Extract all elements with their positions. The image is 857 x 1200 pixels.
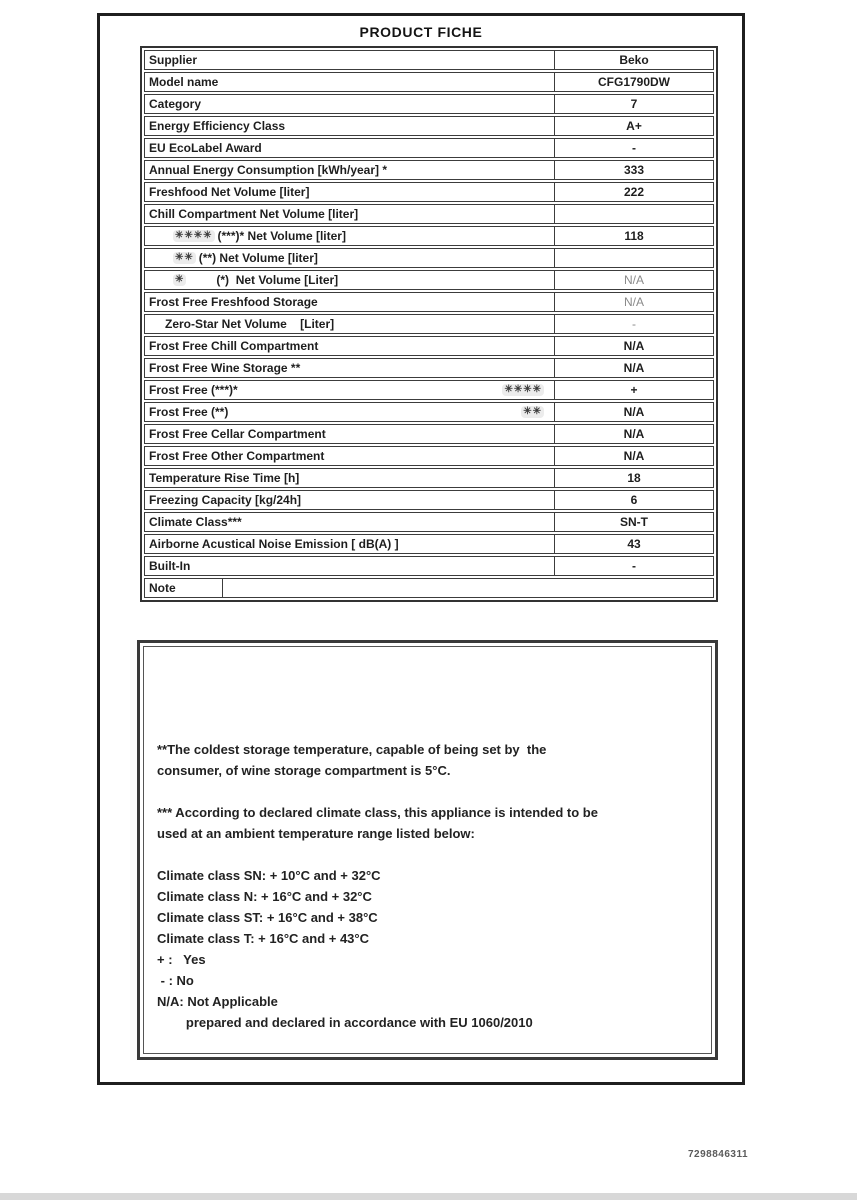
table-row [144,116,714,136]
table-row [144,490,714,510]
row-value [554,249,713,267]
row-label [145,51,554,69]
row-value: N/A [554,403,713,421]
row-value: Beko [554,51,713,69]
row-label [145,249,554,267]
row-label-text: (***)* Net Volume [liter] [217,229,346,243]
row-label-text: Freshfood Net Volume [liter] [149,185,310,199]
row-label-text: Category [149,97,202,111]
row-label [145,227,554,245]
table-row [144,336,714,356]
row-value: N/A [554,271,713,289]
row-label [145,315,554,333]
table-row [144,226,714,246]
footnotes-text [144,647,711,1033]
footnote-line: **The coldest storage temperature, capable of being set by the [157,742,547,757]
row-label [145,425,554,443]
row-label [145,513,554,531]
row-label [145,161,554,179]
footnotes-box [137,640,718,1060]
table-row [144,424,714,444]
freezer-star-icons: ✳✳ [175,252,194,263]
row-value: N/A [554,293,713,311]
table-row [144,94,714,114]
row-label [145,535,554,553]
row-label [145,271,554,289]
row-value: - [554,315,713,333]
row-label-text: Model name [149,75,219,89]
row-value: + [554,381,713,399]
freezer-star-icons: ✳✳✳✳ [175,230,213,241]
document-number: 7298846311 [688,1149,749,1160]
product-fiche-page [97,13,745,1085]
footnote-line: Climate class T: + 16°C and + 43°C [157,931,369,946]
row-label-text: Airborne Acustical Noise Emission [ dB(A) ] [149,537,399,551]
row-value: N/A [554,359,713,377]
table-row [144,556,714,576]
table-row [144,534,714,554]
table-row [144,380,714,400]
row-label [145,205,554,223]
table-row [144,72,714,92]
row-label [145,337,554,355]
table-row [144,512,714,532]
footnote-line: *** According to declared climate class, this appliance is intended to be [157,805,598,820]
table-row [144,160,714,180]
footnote-line [157,781,685,802]
table-row [144,402,714,422]
note-value [223,579,713,597]
row-label-text: Frost Free (**) [149,405,229,419]
row-label-text: Frost Free Chill Compartment [149,339,319,353]
row-label-text: Chill Compartment Net Volume [liter] [149,207,359,221]
row-label [145,557,554,575]
row-value: 222 [554,183,713,201]
row-label [145,73,554,91]
row-label [145,403,554,421]
row-label-text: Freezing Capacity [kg/24h] [149,493,302,507]
table-row [144,138,714,158]
table-row [144,314,714,334]
row-label-text: Supplier [149,53,198,67]
row-value: N/A [554,337,713,355]
footnote-line [157,844,685,865]
footnote-line: - : No [157,973,194,988]
row-label-text: Energy Efficiency Class [149,119,286,133]
row-label-text: Frost Free (***)* [149,383,238,397]
row-label-text: EU EcoLabel Award [149,141,262,155]
row-label-text: (**) Net Volume [liter] [198,251,318,265]
table-row [144,204,714,224]
table-row [144,248,714,268]
row-label [145,293,554,311]
table-row [144,182,714,202]
row-label [145,183,554,201]
row-label-text: Temperature Rise Time [h] [149,471,300,485]
row-value: 6 [554,491,713,509]
row-label-text: Annual Energy Consumption [kWh/year] * [149,163,388,177]
row-label-text: Climate Class*** [149,515,242,529]
freezer-star-icons: ✳✳ [523,406,542,417]
table-row [144,292,714,312]
row-label [145,447,554,465]
table-row [144,468,714,488]
table-row [144,50,714,70]
row-value: N/A [554,425,713,443]
row-label [145,381,554,399]
row-label [145,469,554,487]
footnotes-inner-border [143,646,712,1054]
footnote-line: prepared and declared in accordance with EU 1060/2010 [157,1015,533,1030]
row-value: A+ [554,117,713,135]
row-label [145,139,554,157]
row-label [145,359,554,377]
page-title: PRODUCT FICHE [359,24,483,40]
row-value: 118 [554,227,713,245]
footnote-line: + : Yes [157,952,206,967]
footnote-line: Climate class ST: + 16°C and + 38°C [157,910,378,925]
note-label: Note [145,579,223,597]
freezer-star-icons: ✳✳✳✳ [504,384,542,395]
row-label [145,95,554,113]
row-value: 7 [554,95,713,113]
row-value: N/A [554,447,713,465]
footnote-line: used at an ambient temperature range listed below: [157,826,475,841]
row-value: 18 [554,469,713,487]
table-row [144,270,714,290]
row-value: CFG1790DW [554,73,713,91]
row-value [554,205,713,223]
row-label-text: Built-In [149,559,191,573]
row-value: - [554,557,713,575]
freezer-star-icons: ✳ [175,274,185,285]
row-value: 333 [554,161,713,179]
footnote-line: Climate class N: + 16°C and + 32°C [157,889,372,904]
row-value: - [554,139,713,157]
footnote-line: N/A: Not Applicable [157,994,278,1009]
row-value: 43 [554,535,713,553]
footnote-line: Climate class SN: + 10°C and + 32°C [157,868,381,883]
row-label [145,117,554,135]
row-label-text: Frost Free Wine Storage ** [149,361,301,375]
product-fiche-table [140,46,718,602]
row-label-text: Frost Free Cellar Compartment [149,427,326,441]
row-label-text: (*) Net Volume [Liter] [216,273,339,287]
page-bottom-edge [0,1193,857,1200]
row-label-text: Frost Free Other Compartment [149,449,325,463]
row-label-text: Frost Free Freshfood Storage [149,295,318,309]
row-label-text: Zero-Star Net Volume [Liter] [165,317,335,331]
table-row [144,446,714,466]
row-label [145,491,554,509]
row-value: SN-T [554,513,713,531]
note-row [144,578,714,598]
table-row [144,358,714,378]
footnote-line: consumer, of wine storage compartment is 5°C. [157,763,451,778]
